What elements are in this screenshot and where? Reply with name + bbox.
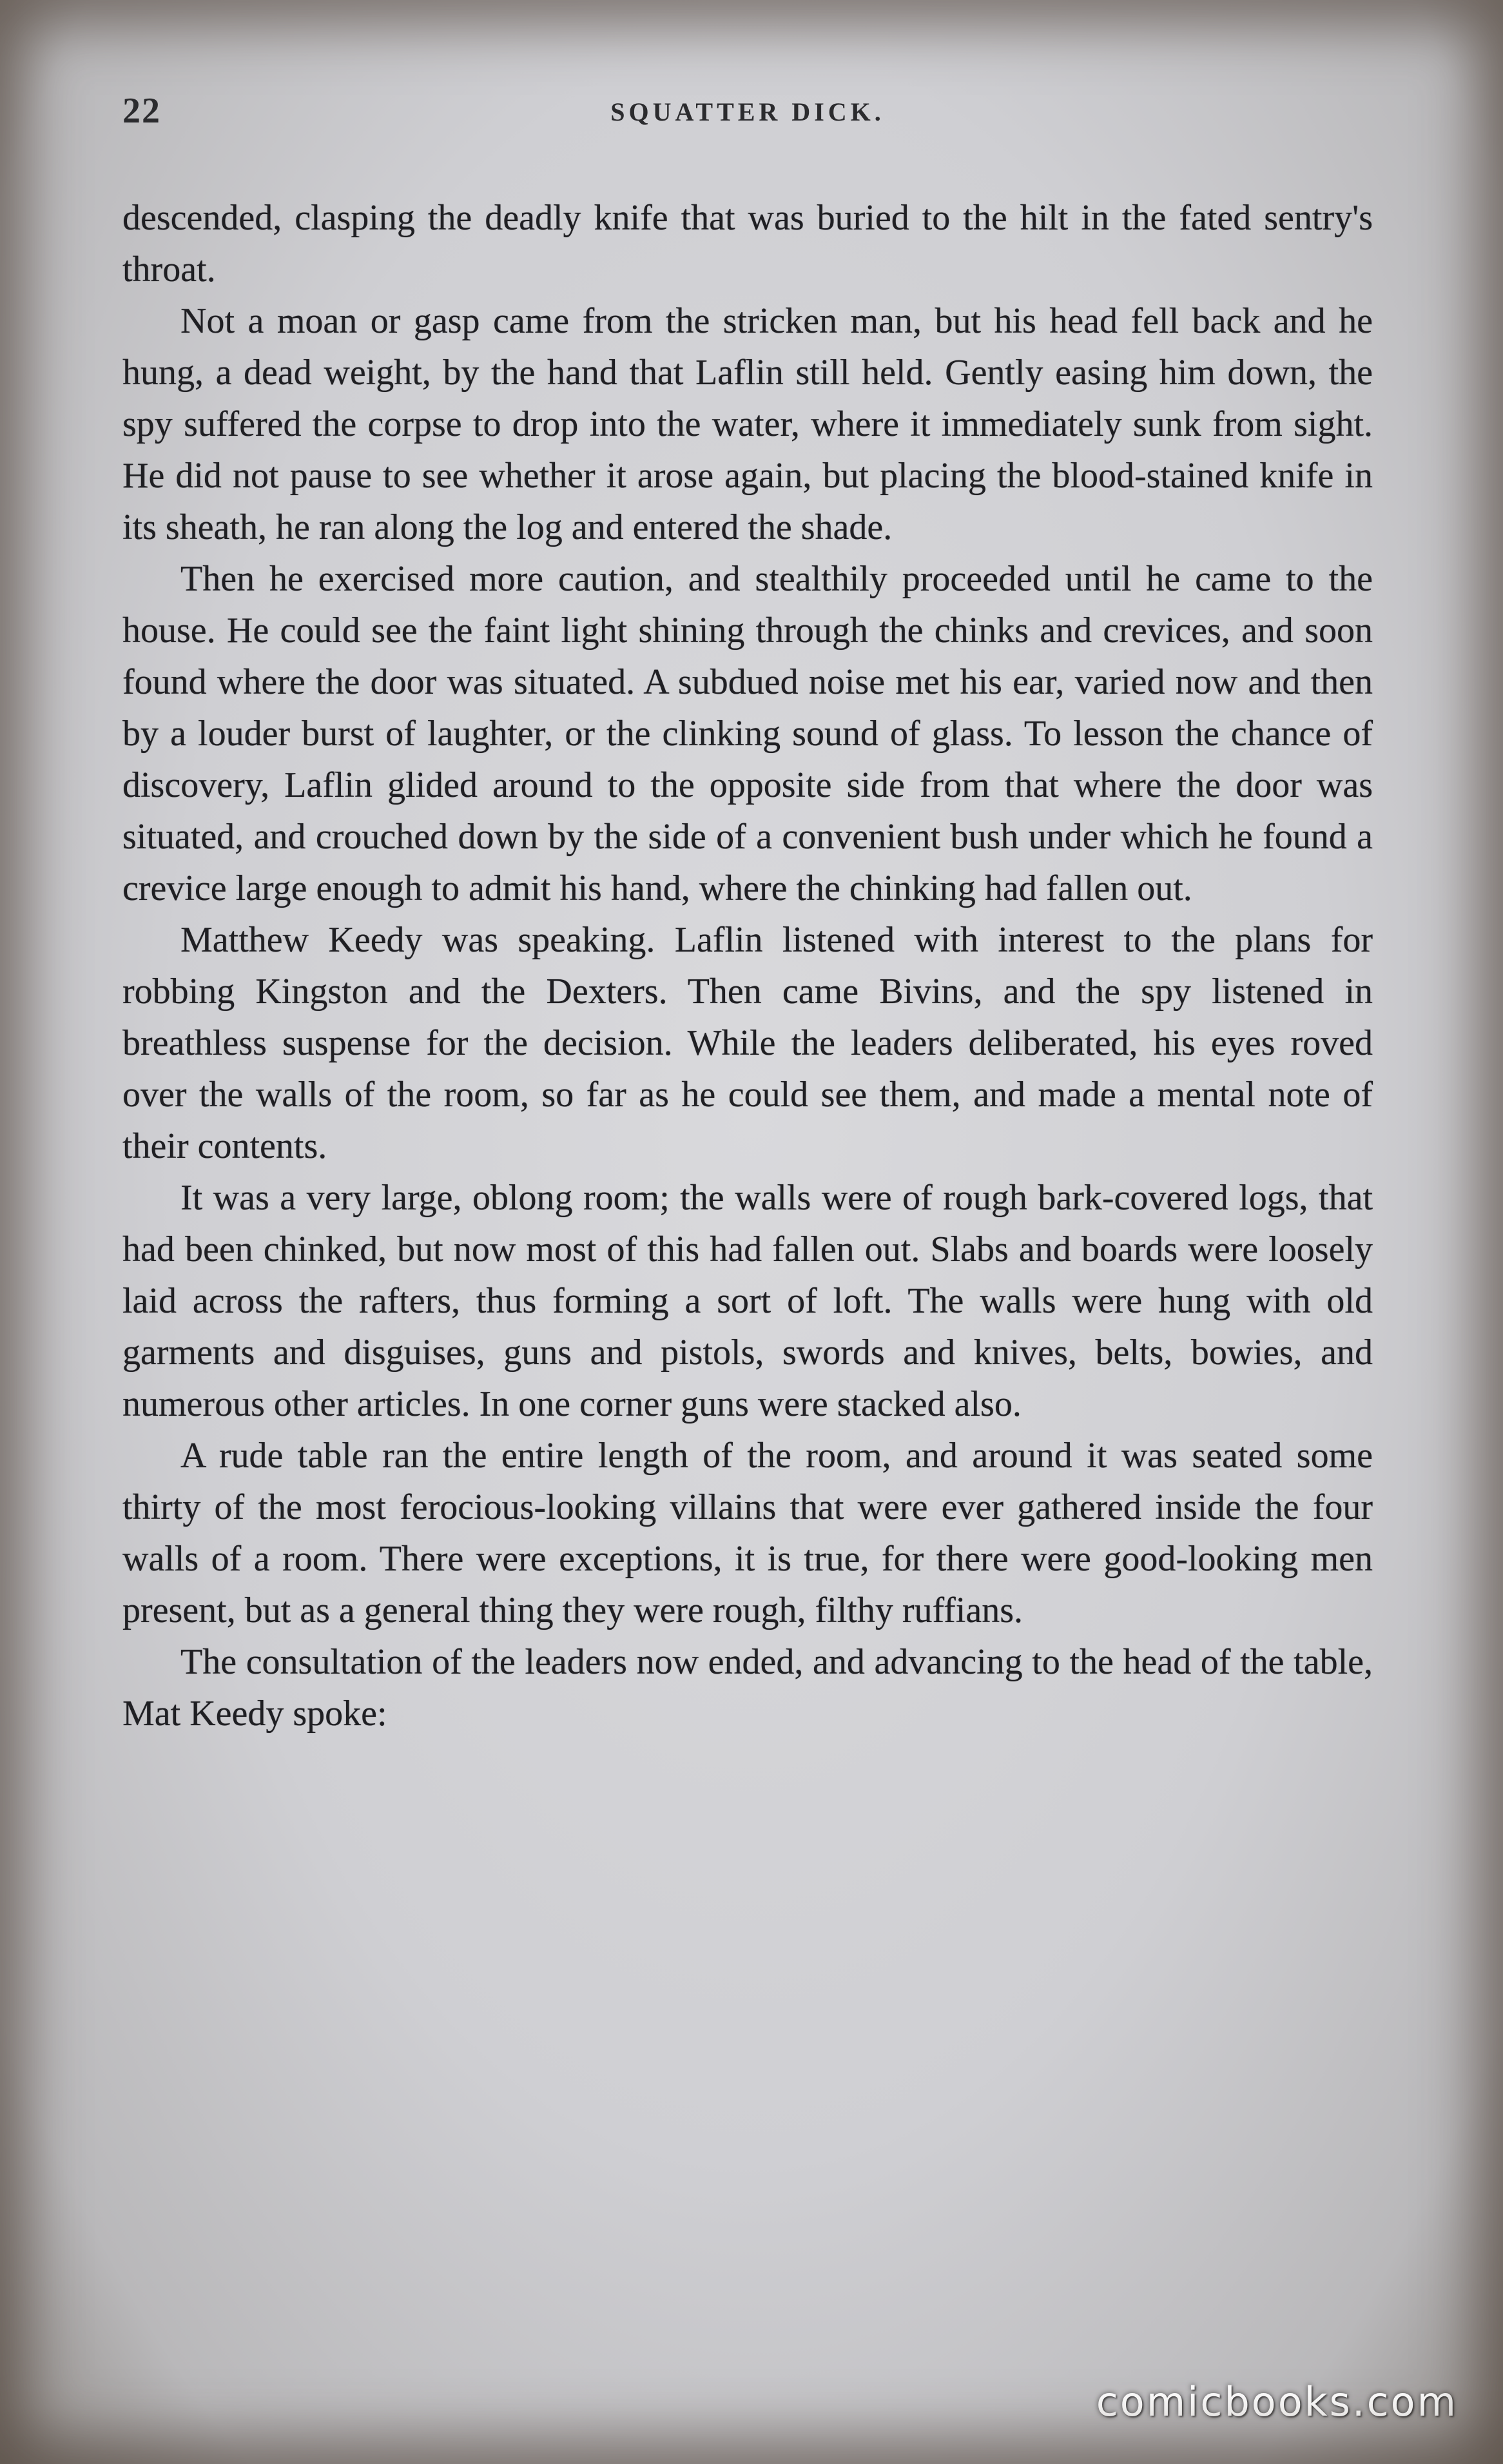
paragraph: The consultation of the leaders now ended, and advancing to the head of the table, Mat Keedy spoke: [122,1642,1373,1734]
paragraph: Not a moan or gasp came from the stricken man, but his head fell back and he hung, a dead weight, by the hand that Laflin still held. Gently easing him down, the spy suffered the corpse to drop into the water, where it immediately sunk from sight. He did not pause to see whether it arose again, but placing the blood-stained knife in its sheath, he ran along the log and entered the shade. [122,301,1373,547]
paragraph: Matthew Keedy was speaking. Laflin listened with interest to the plans for robbing Kingston and the Dexters. Then came Bivins, and the spy listened in breathless suspense for the decision. While the leaders deliberated, his eyes roved over the walls of the room, so far as he could see them, and made a mental note of their contents. [122,920,1373,1166]
paragraph: Then he exercised more caution, and stealthily proceeded until he came to the house. He could see the faint light shining through the chinks and crevices, and soon found where the door was situated. A subdued noise met his ear, varied now and then by a louder burst of laughter, or the clinking sound of glass. To lesson the chance of discovery, Laflin glided around to the opposite side from that where the door was situated, and crouched down by the side of a convenient bush under which he found a crevice large enough to admit his hand, where the chinking had fallen out. [122,559,1373,908]
running-head [122,90,1373,142]
paragraph: descended, clasping the deadly knife that was buried to the hilt in the fated sentry's throat. [122,198,1373,289]
page-number: 22 [122,91,161,131]
paragraph: A rude table ran the entire length of the room, and around it was seated some thirty of the most ferocious-looking villains that were ever gathered inside the four walls of a room. There were exceptions, it is true, for there were good-looking men present, but as a general thing they were rough, filthy ruffians. [122,1436,1373,1630]
body-text [122,192,1373,1739]
paragraph: It was a very large, oblong room; the walls were of rough bark-covered logs, that had been chinked, but now most of this had fallen out. Slabs and boards were loosely laid across the rafters, thus forming a sort of loft. The walls were hung with old garments and disguises, guns and pistols, swords and knives, belts, bowies, and numerous other articles. In one corner guns were stacked also. [122,1178,1373,1424]
running-title: SQUATTER DICK. [610,97,885,126]
watermark: comicbooks.com [1096,2378,1458,2425]
